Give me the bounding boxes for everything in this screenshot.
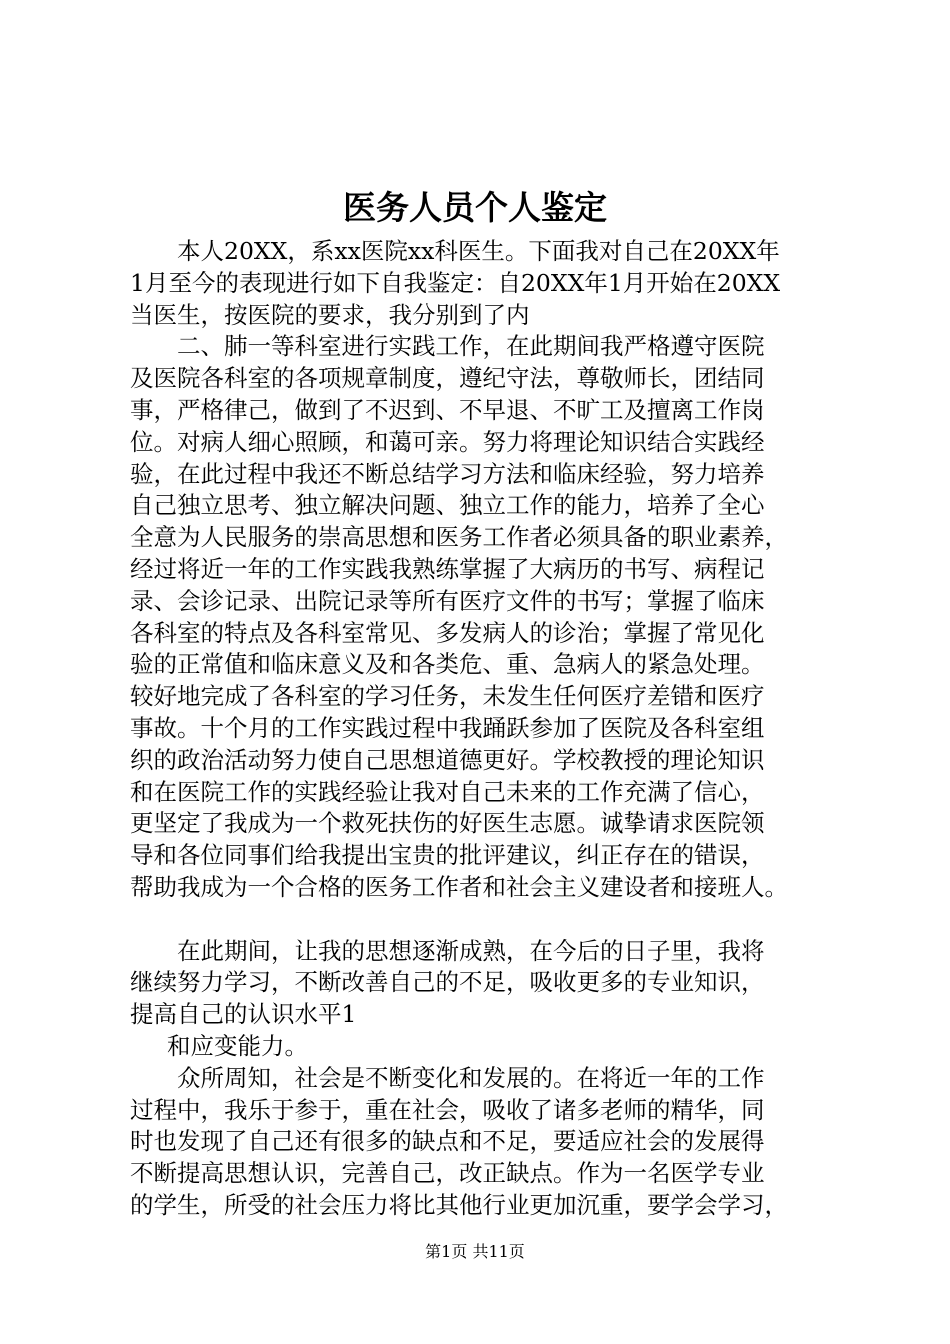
text-line: 众所周知，社会是不断变化和发展的。在将近一年的工作	[177, 1063, 765, 1092]
text-line: 提高自己的认识水平1	[130, 1000, 357, 1029]
text-line: 位。对病人细心照顾，和蔼可亲。努力将理论知识结合实践经	[130, 427, 765, 456]
text-line: 各科室的特点及各科室常见、多发病人的诊治；掌握了常见化	[130, 618, 765, 647]
text-line: 全意为人民服务的崇高思想和医务工作者必须具备的职业素养，	[130, 523, 788, 552]
document-body	[130, 236, 835, 1222]
text-line: 更坚定了我成为一个救死扶伤的好医生志愿。诚挚请求医院领	[130, 809, 765, 838]
document-title: 医务人员个人鉴定	[343, 188, 607, 227]
text-line: 在此期间，让我的思想逐渐成熟，在今后的日子里，我将	[177, 936, 765, 965]
text-line: 不断提高思想认识，完善自己，改正缺点。作为一名医学专业	[130, 1159, 765, 1188]
paragraph-gap	[130, 904, 835, 936]
text-line: 和应变能力。	[167, 1031, 308, 1060]
text-line: 织的政治活动努力使自己思想道德更好。学校教授的理论知识	[130, 745, 765, 774]
text-line: 验，在此过程中我还不断总结学习方法和临床经验，努力培养	[130, 459, 765, 488]
text-line: 本人20XX，系xx医院xx科医生。下面我对自己在20XX年	[177, 237, 780, 265]
text-line: 帮助我成为一个合格的医务工作者和社会主义建设者和接班人。	[130, 872, 788, 901]
text-line: 和在医院工作的实践经验让我对自己未来的工作充满了信心，	[130, 777, 765, 806]
text-line: 自己独立思考、独立解决问题、独立工作的能力，培养了全心	[130, 491, 765, 520]
page-number-footer: 第1页 共11页	[425, 1242, 525, 1261]
text-line: 录、会诊记录、出院记录等所有医疗文件的书写；掌握了临床	[130, 586, 765, 615]
text-line: 事，严格律己，做到了不迟到、不早退、不旷工及擅离工作岗	[130, 395, 765, 424]
text-line: 时也发现了自己还有很多的缺点和不足，要适应社会的发展得	[130, 1127, 765, 1156]
text-line: 验的正常值和临床意义及和各类危、重、急病人的紧急处理。	[130, 650, 765, 679]
text-line: 的学生，所受的社会压力将比其他行业更加沉重，要学会学习，	[130, 1190, 788, 1219]
text-line: 继续努力学习，不断改善自己的不足，吸收更多的专业知识，	[130, 968, 765, 997]
text-line: 较好地完成了各科室的学习任务，未发生任何医疗差错和医疗	[130, 682, 765, 711]
text-line: 过程中，我乐于参于，重在社会，吸收了诸多老师的精华，同	[130, 1095, 765, 1124]
text-line: 二、肺一等科室进行实践工作，在此期间我严格遵守医院	[177, 332, 765, 361]
text-line: 当医生，按医院的要求，我分别到了内	[130, 300, 530, 329]
text-line: 经过将近一年的工作实践我熟练掌握了大病历的书写、病程记	[130, 554, 765, 583]
text-line: 1月至今的表现进行如下自我鉴定：自20XX年1月开始在20XX	[130, 268, 781, 297]
text-line: 事故。十个月的工作实践过程中我踊跃参加了医院及各科室组	[130, 713, 765, 742]
text-line: 导和各位同事们给我提出宝贵的批评建议，纠正存在的错误，	[130, 841, 765, 870]
text-line: 及医院各科室的各项规章制度，遵纪守法，尊敬师长，团结同	[130, 364, 765, 393]
